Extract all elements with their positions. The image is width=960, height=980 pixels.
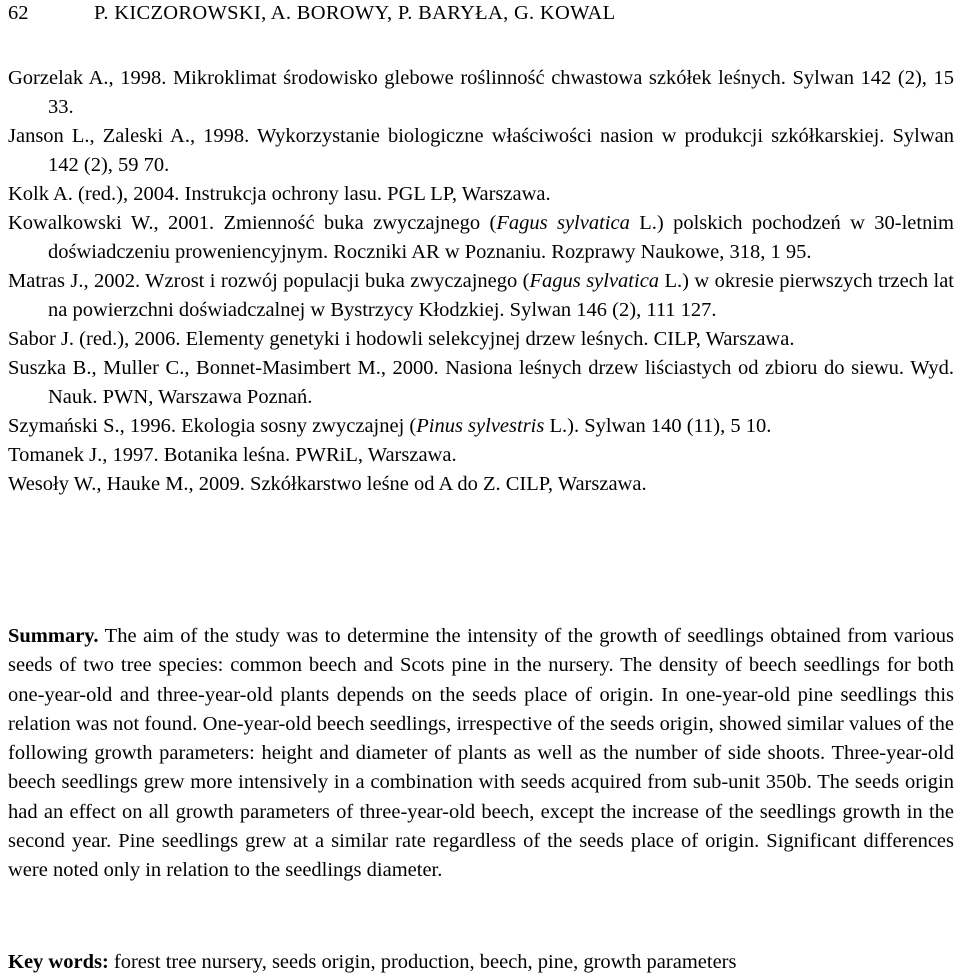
summary-text: The aim of the study was to determine the intensity of the growth of seedlings obtained from various seeds of two tree species: common beech and Scots pine in the nursery. The density of beech seedlings for both one-year-old and three-year-old plants depends on the seeds place of origin. In one-year-old pine seedlings this relation was not found. One-year-old beech seedlings, irrespective of the seeds origin, showed similar values of the following growth parameters: height and diameter of plants as well as the number of side shoots. Three-year-old beech seedlings grew more intensively in a combination with seeds acquired from sub-unit 350b. The seeds origin had an effect on all growth parameters of three-year-old beech, except the increase of the seedlings growth in the second year. Pine seedlings grew at a similar rate regardless of the seeds place of origin. Significant differences were noted only in relation to the seedlings diameter. (8, 625, 954, 882)
reference-item: Tomanek J., 1997. Botanika leśna. PWRiL, Warszawa. (8, 444, 457, 466)
reference-item: Sabor J. (red.), 2006. Elementy genetyki i hodowli selekcyjnej drzew leśnych. CILP, Warszawa. (8, 328, 795, 350)
keywords-line (8, 948, 954, 977)
reference-item: Wesoły W., Hauke M., 2009. Szkółkarstwo leśne od A do Z. CILP, Warszawa. (8, 473, 647, 495)
reference-item: Suszka B., Muller C., Bonnet-Masimbert M., 2000. Nasiona leśnych drzew liściastych od zbioru do siewu. Wyd. Nauk. PWN, Warszawa Poznań. (8, 357, 954, 408)
page-number: 62 (8, 2, 29, 24)
document-page (8, 0, 954, 973)
page-header (8, 0, 954, 40)
reference-item: Kolk A. (red.), 2004. Instrukcja ochrony lasu. PGL LP, Warszawa. (8, 183, 551, 205)
running-title: P. KICZOROWSKI, A. BOROWY, P. BARYŁA, G. KOWAL (94, 2, 616, 24)
reference-item: Janson L., Zaleski A., 1998. Wykorzystanie biologiczne właściwości nasion w produkcji szkółkarskiej. Sylwan 142 (2), 59 70. (8, 125, 954, 176)
reference-item: Gorzelak A., 1998. Mikroklimat środowisko glebowe roślinność chwastowa szkółek leśnych. Sylwan 142 (2), 15 33. (8, 67, 954, 118)
summary-paragraph (8, 622, 954, 886)
reference-list (8, 64, 954, 499)
summary-label: Summary. (8, 625, 99, 647)
keywords-label: Key words: (8, 951, 109, 973)
reference-item: Matras J., 2002. Wzrost i rozwój populacji buka zwyczajnego (Fagus sylvatica L.) w okresie pierwszych trzech lat na powierzchni doświadczalnej w Bystrzycy Kłodzkiej. Sylwan 146 (2), 111 127. (8, 270, 954, 321)
reference-item: Szymański S., 1996. Ekologia sosny zwyczajnej (Pinus sylvestris L.). Sylwan 140 (11), 5 10. (8, 415, 772, 437)
keywords-text: forest tree nursery, seeds origin, production, beech, pine, growth parameters (108, 951, 737, 973)
reference-item: Kowalkowski W., 2001. Zmienność buka zwyczajnego (Fagus sylvatica L.) polskich pochodzeń w 30-letnim doświadczeniu proweniencyjnym. Roczniki AR w Poznaniu. Rozprawy Naukowe, 318, 1 95. (8, 212, 954, 263)
